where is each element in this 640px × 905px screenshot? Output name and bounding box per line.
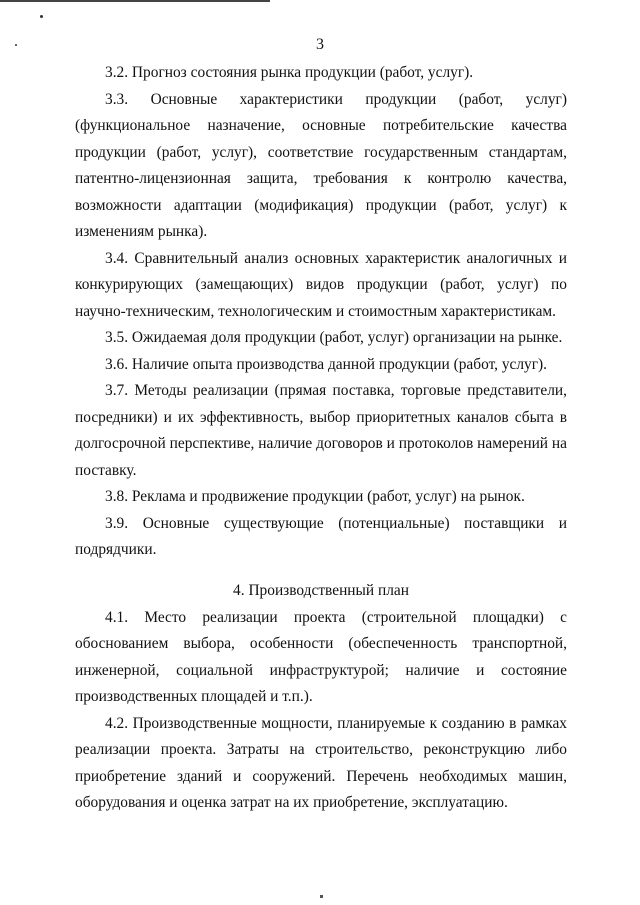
section-3-text xyxy=(75,60,567,564)
scan-speck xyxy=(320,895,323,898)
paragraph-3-8: 3.8. Реклама и продвижение продукции (работ, услуг) на рынок. xyxy=(105,488,525,505)
page-number: 3 xyxy=(316,36,324,53)
scan-speck xyxy=(40,15,43,18)
paragraph-4-2: 4.2. Производственные мощности, планируемые к созданию в рамках реализации проекта. Затраты на строительство, реконструкцию либо приобретение зданий и сооружений. Перечень необходимых машин, оборудования и оценка затрат на их приобретение, эксплуатацию. xyxy=(75,714,567,811)
paragraph-3-4: 3.4. Сравнительный анализ основных характеристик аналогичных и конкурирующих (замещающих) видов продукции (работ, услуг) по научно-техническим, технологическим и стоимостным характеристикам. xyxy=(75,249,567,320)
paragraph-3-3: 3.3. Основные характеристики продукции (работ, услуг) (функциональное назначение, основные потребительские качества продукции (работ, услуг), соответствие государственным стандартам, патентно-лицензионная защита, требования к контролю качества, возможности адаптации (модификация) продукции (работ, услуг) к изменениям рынка). xyxy=(75,90,567,240)
paragraph-3-2: 3.2. Прогноз состояния рынка продукции (работ, услуг). xyxy=(105,64,474,81)
paragraph-3-6: 3.6. Наличие опыта производства данной продукции (работ, услуг). xyxy=(105,355,548,373)
paragraph-3-7: 3.7. Методы реализации (прямая поставка, торговые представители, посредники) и их эффективность, выбор приоритетных каналов сбыта в долгосрочной перспективе, наличие договоров и протоколов намерений на поставку. xyxy=(75,382,567,479)
paragraph-3-9: 3.9. Основные существующие (потенциальные) поставщики и подрядчики. xyxy=(75,514,567,558)
scan-edge-line xyxy=(0,0,270,2)
section-4-heading: 4. Производственный план xyxy=(233,582,409,599)
paragraph-4-1: 4.1. Место реализации проекта (строительной площадки) с обоснованием выбора, особенности (обеспеченность транспортной, инженерной, социальной инфраструктурой; наличие и состояние производственных площадей и т.п.). xyxy=(75,608,567,705)
section-4-text xyxy=(75,578,567,817)
paragraph-3-5: 3.5. Ожидаемая доля продукции (работ, услуг) организации на рынке. xyxy=(105,329,563,346)
